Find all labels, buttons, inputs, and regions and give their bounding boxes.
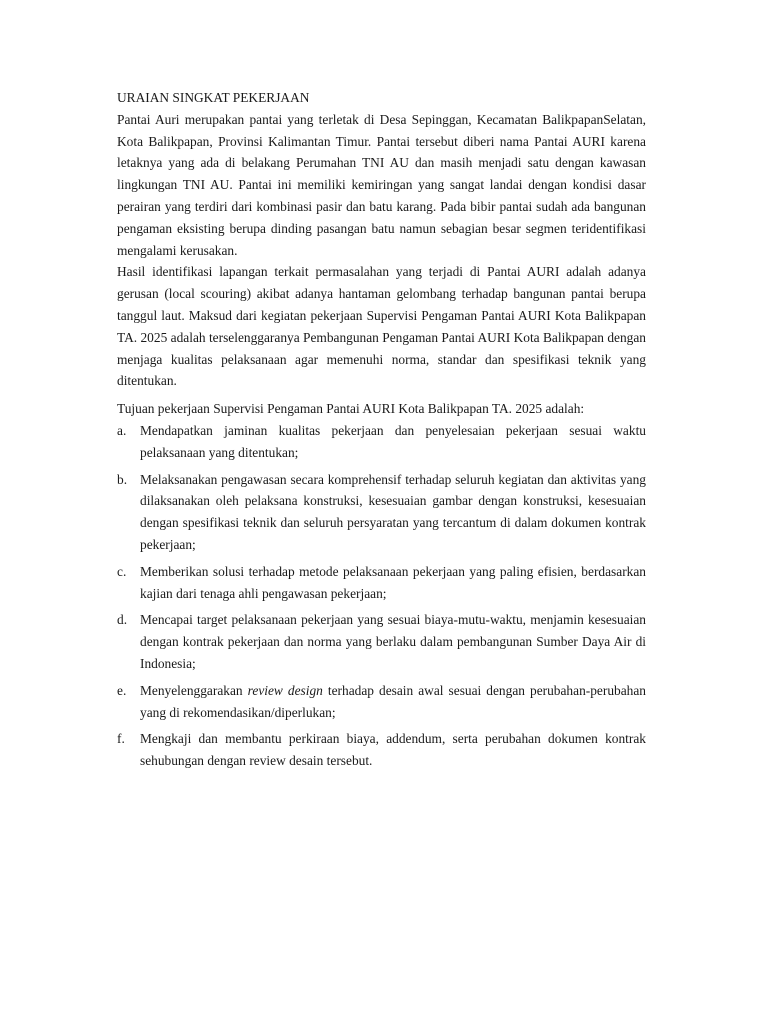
list-item	[117, 609, 646, 674]
list-item-text	[140, 728, 646, 772]
list-marker: d.	[117, 612, 128, 628]
paragraph-location: Pantai Auri merupakan pantai yang terletak di Desa Sepinggan, Kecamatan BalikpapanSelatan, Kota Balikpapan, Provinsi Kalimantan Timur. Pantai tersebut diberi nama Pantai AURI karena letaknya yang ada di belakang Perumahan TNI AU dan masih menjadi satu dengan kawasan lingkungan TNI AU. Pantai ini memiliki kemiringan yang sangat landai dengan kondisi dasar perairan yang terdiri dari kombinasi pasir dan batu karang. Pada bibir pantai sudah ada bangunan pengaman eksisting berupa dinding pasangan batu namun sebagian besar segmen teridentifikasi mengalami kerusakan.	[117, 111, 646, 258]
document-title: URAIAN SINGKAT PEKERJAAN	[117, 90, 310, 105]
list-item	[117, 728, 646, 772]
list-item-text-pre: Melaksanakan pengawasan secara komprehensif terhadap seluruh kegiatan dan aktivitas yang dilaksanakan oleh pelaksana konstruksi, kesesuaian gambar dengan konstruksi, kesesuaian dengan spesifikasi teknik dan seluruh persyaratan yang tercantum di dalam dokumen kontrak pekerjaan;	[140, 471, 646, 552]
list-item	[117, 420, 646, 464]
list-item-text	[140, 469, 646, 556]
list-marker: b.	[117, 471, 128, 487]
list-item-text-post: terhadap desain awal sesuai dengan perubahan-perubahan yang di rekomendasikan/diperlukan;	[140, 682, 646, 720]
list-item	[117, 561, 646, 605]
list-item	[117, 469, 646, 556]
list-item-text-pre: Memberikan solusi terhadap metode pelaksanaan pekerjaan yang paling efisien, berdasarkan kajian dari tenaga ahli pengawasan pekerjaan;	[140, 563, 646, 601]
paragraph-identification: Hasil identifikasi lapangan terkait permasalahan yang terjadi di Pantai AURI adalah adanya gerusan (local scouring) akibat adanya hantaman gelombang terhadap bangunan pantai berupa tanggul laut. Maksud dari kegiatan pekerjaan Supervisi Pengaman Pantai AURI Kota Balikpapan TA. 2025 adalah terselenggaranya Pembangunan Pengaman Pantai AURI Kota Balikpapan dengan menjaga kualitas pelaksanaan agar memenuhi norma, standar dan spesifikasi teknik yang ditentukan.	[117, 264, 646, 389]
list-item	[117, 680, 646, 724]
list-item-text-pre: Mengkaji dan membantu perkiraan biaya, addendum, serta perubahan dokumen kontrak sehubungan dengan review desain tersebut.	[140, 731, 646, 769]
list-item-text-pre: Mendapatkan jaminan kualitas pekerjaan dan penyelesaian pekerjaan sesuai waktu pelaksanaan yang ditentukan;	[140, 422, 646, 460]
objectives-list	[117, 420, 646, 772]
list-item-text	[140, 609, 646, 674]
list-marker: f.	[117, 731, 125, 747]
list-marker: e.	[117, 682, 127, 698]
list-intro: Tujuan pekerjaan Supervisi Pengaman Pantai AURI Kota Balikpapan TA. 2025 adalah:	[117, 401, 585, 417]
list-item-text	[140, 561, 646, 605]
list-marker: a.	[117, 422, 127, 438]
document-page	[117, 87, 646, 777]
list-item-text-emphasis: review design	[247, 682, 323, 698]
list-marker: c.	[117, 563, 127, 579]
list-item-text-pre: Mencapai target pelaksanaan pekerjaan yang sesuai biaya-mutu-waktu, menjamin kesesuaian dengan kontrak pekerjaan dan norma yang berlaku dalam pembangunan Sumber Daya Air di Indonesia;	[140, 612, 646, 671]
list-item-text	[140, 680, 646, 724]
list-item-text-pre: Menyelenggarakan	[140, 682, 248, 698]
list-item-text	[140, 420, 646, 464]
